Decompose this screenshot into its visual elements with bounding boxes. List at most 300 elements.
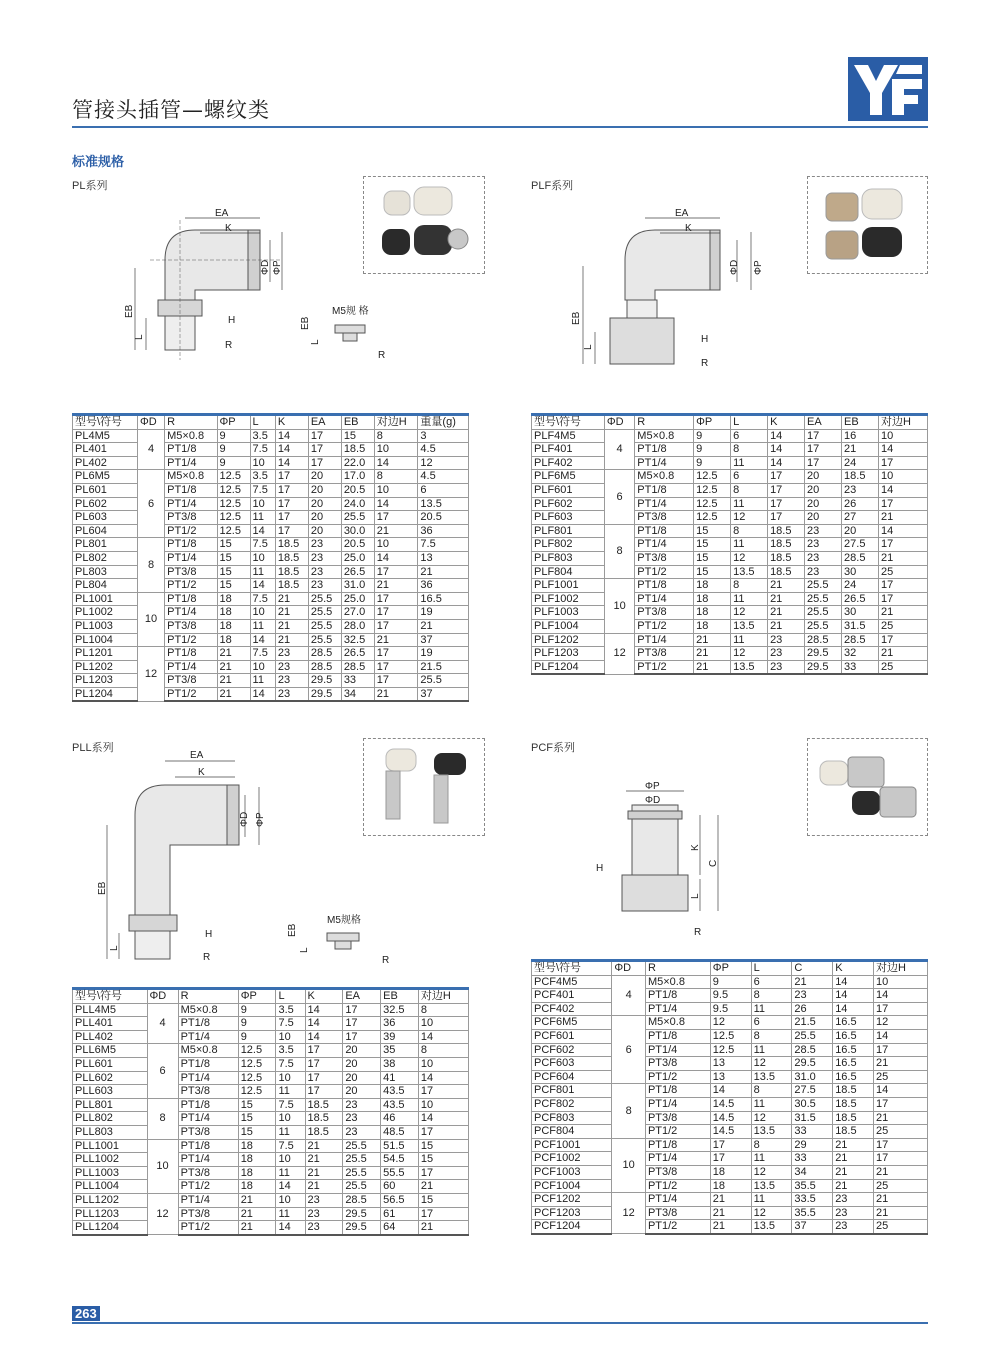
column-header: L bbox=[276, 989, 305, 1004]
table-cell: 15 bbox=[217, 565, 250, 579]
table-cell-model: PLL602 bbox=[73, 1071, 148, 1085]
table-cell: 11 bbox=[731, 456, 768, 470]
table-cell: 37 bbox=[418, 633, 469, 647]
table-cell: 13.5 bbox=[731, 660, 768, 674]
column-header: 对边H bbox=[873, 961, 927, 976]
table-cell: PT1/8 bbox=[645, 989, 710, 1003]
table-cell: 9 bbox=[694, 456, 731, 470]
table-cell: 10 bbox=[418, 1057, 468, 1071]
pll-m5-r-label: R bbox=[382, 955, 390, 966]
table-cell: PT3/8 bbox=[645, 1057, 710, 1071]
table-cell-model: PCF804 bbox=[532, 1125, 612, 1139]
table-cell: 12.5 bbox=[694, 497, 731, 511]
table-cell: 15 bbox=[418, 1153, 468, 1167]
table-cell: PT1/4 bbox=[165, 456, 217, 470]
table-cell: 10 bbox=[879, 429, 928, 443]
table-cell-model: PLF802 bbox=[532, 538, 605, 552]
table-cell: PT1/8 bbox=[165, 483, 217, 497]
table-row bbox=[532, 1084, 928, 1098]
table-cell: 33.5 bbox=[792, 1193, 833, 1207]
table-cell-model: PL1204 bbox=[73, 687, 138, 701]
table-row bbox=[73, 687, 469, 701]
pl-product-photo bbox=[363, 176, 485, 274]
column-header: ΦP bbox=[710, 961, 751, 976]
table-cell: 21 bbox=[879, 551, 928, 565]
table-cell: 14 bbox=[305, 1030, 343, 1044]
table-row bbox=[532, 1057, 928, 1071]
table-cell: 27 bbox=[842, 511, 879, 525]
column-header: R bbox=[178, 989, 238, 1004]
table-cell: 12.5 bbox=[238, 1085, 276, 1099]
table-cell-model: PL804 bbox=[73, 579, 138, 593]
table-cell: 23 bbox=[768, 647, 805, 661]
table-cell: PT1/2 bbox=[635, 660, 694, 674]
table-cell: 15 bbox=[694, 565, 731, 579]
table-cell-model: PCF603 bbox=[532, 1057, 612, 1071]
table-cell: 18.5 bbox=[768, 538, 805, 552]
table-row bbox=[532, 1070, 928, 1084]
table-cell: 11 bbox=[731, 633, 768, 647]
table-cell: 16.5 bbox=[418, 592, 469, 606]
table-cell: 14 bbox=[305, 1003, 343, 1017]
table-row bbox=[73, 1071, 469, 1085]
table-cell: 6 bbox=[731, 429, 768, 443]
table-cell: 9.5 bbox=[710, 1002, 751, 1016]
table-cell: 18 bbox=[694, 579, 731, 593]
table-cell: PT1/2 bbox=[645, 1070, 710, 1084]
table-cell: M5×0.8 bbox=[635, 429, 694, 443]
table-cell: 23 bbox=[805, 565, 842, 579]
table-cell: 14 bbox=[418, 1071, 468, 1085]
table-cell-model: PLF803 bbox=[532, 551, 605, 565]
table-cell: PT1/4 bbox=[178, 1112, 238, 1126]
table-cell: 21 bbox=[305, 1180, 343, 1194]
table-cell: 18.5 bbox=[833, 1097, 874, 1111]
table-cell: 61 bbox=[381, 1207, 419, 1221]
table-cell: 25.5 bbox=[341, 511, 374, 525]
table-row bbox=[73, 674, 469, 688]
brand-logo bbox=[848, 57, 928, 121]
table-cell: 23 bbox=[343, 1112, 381, 1126]
table-cell: 27.0 bbox=[341, 606, 374, 620]
table-cell: 29.5 bbox=[343, 1207, 381, 1221]
table-row bbox=[532, 524, 928, 538]
table-cell-model: PLL801 bbox=[73, 1098, 148, 1112]
table-cell: 9 bbox=[238, 1030, 276, 1044]
table-cell-model: PLF602 bbox=[532, 497, 605, 511]
table-cell-model: PL1002 bbox=[73, 606, 138, 620]
table-cell: 14 bbox=[873, 989, 927, 1003]
table-cell: 7.5 bbox=[418, 538, 469, 552]
table-cell: 12 bbox=[873, 1016, 927, 1030]
table-cell: 17 bbox=[418, 1085, 468, 1099]
table-cell: 14 bbox=[250, 579, 275, 593]
table-cell: 13.5 bbox=[751, 1179, 792, 1193]
table-cell: 14 bbox=[879, 524, 928, 538]
pll-dimension-drawing bbox=[95, 745, 405, 974]
table-cell: PT1/4 bbox=[178, 1030, 238, 1044]
pll-product-photo bbox=[363, 738, 485, 836]
table-cell: 20 bbox=[308, 470, 341, 484]
table-cell: 19 bbox=[418, 606, 469, 620]
table-cell-model: PCF801 bbox=[532, 1084, 612, 1098]
table-cell-diameter: 10 bbox=[137, 592, 164, 646]
table-cell: 30.0 bbox=[341, 524, 374, 538]
table-row bbox=[73, 1044, 469, 1058]
table-cell: 12.5 bbox=[694, 483, 731, 497]
table-cell: 24 bbox=[842, 456, 879, 470]
table-cell: 10 bbox=[250, 456, 275, 470]
table-cell: 11 bbox=[751, 1002, 792, 1016]
column-header: C bbox=[792, 961, 833, 976]
table-cell: 48.5 bbox=[381, 1125, 419, 1139]
table-cell: 31.0 bbox=[792, 1070, 833, 1084]
table-cell: 15 bbox=[238, 1125, 276, 1139]
table-cell: 21 bbox=[374, 633, 418, 647]
table-cell: PT3/8 bbox=[165, 565, 217, 579]
table-cell-model: PLF1202 bbox=[532, 633, 605, 647]
table-cell: 26.5 bbox=[341, 647, 374, 661]
table-cell: 17 bbox=[879, 538, 928, 552]
table-row bbox=[73, 1221, 469, 1235]
table-cell: 14 bbox=[710, 1084, 751, 1098]
table-cell-model: PLF1001 bbox=[532, 579, 605, 593]
table-cell: PT3/8 bbox=[645, 1165, 710, 1179]
table-cell: 36 bbox=[381, 1017, 419, 1031]
column-header: 对边H bbox=[418, 989, 468, 1004]
table-cell: 41 bbox=[381, 1071, 419, 1085]
table-row bbox=[532, 975, 928, 989]
table-cell: PT1/2 bbox=[645, 1179, 710, 1193]
pl-dimension-drawing bbox=[120, 200, 390, 374]
table-cell: 23 bbox=[305, 1193, 343, 1207]
table-cell: 21 bbox=[710, 1193, 751, 1207]
table-cell: 21 bbox=[833, 1138, 874, 1152]
table-cell: 14 bbox=[873, 1084, 927, 1098]
table-cell: 21 bbox=[694, 647, 731, 661]
column-header: EA bbox=[308, 415, 341, 430]
table-cell: 17 bbox=[873, 1002, 927, 1016]
table-cell-model: PLF401 bbox=[532, 443, 605, 457]
table-cell: 21 bbox=[873, 1206, 927, 1220]
table-cell: 12 bbox=[418, 456, 469, 470]
table-row bbox=[532, 1179, 928, 1193]
table-cell: 10 bbox=[418, 1017, 468, 1031]
plf-k-label: K bbox=[685, 223, 692, 234]
table-cell: 21 bbox=[792, 975, 833, 989]
table-cell: 16.5 bbox=[833, 1043, 874, 1057]
table-cell-model: PLF402 bbox=[532, 456, 605, 470]
table-cell: 18.5 bbox=[833, 1111, 874, 1125]
table-row bbox=[73, 429, 469, 443]
pll-m5-l-label: L bbox=[299, 947, 310, 953]
table-cell: 17 bbox=[374, 674, 418, 688]
table-cell-model: PL603 bbox=[73, 511, 138, 525]
pcf-spec-table bbox=[531, 959, 928, 1235]
table-cell-diameter: 4 bbox=[612, 975, 646, 1016]
table-cell: 21 bbox=[768, 592, 805, 606]
table-cell: 21 bbox=[275, 592, 308, 606]
column-header: ΦP bbox=[238, 989, 276, 1004]
table-cell-model: PLL802 bbox=[73, 1112, 148, 1126]
table-cell: PT3/8 bbox=[645, 1111, 710, 1125]
page-title: 管接头插管—螺纹类 bbox=[72, 98, 270, 122]
table-cell: M5×0.8 bbox=[645, 975, 710, 989]
table-cell: 25.5 bbox=[792, 1029, 833, 1043]
table-cell: 33 bbox=[792, 1152, 833, 1166]
table-cell: PT3/8 bbox=[645, 1206, 710, 1220]
pll-m5-label: M5规格 bbox=[327, 915, 361, 926]
table-cell: 25.5 bbox=[308, 619, 341, 633]
table-cell-diameter: 12 bbox=[147, 1193, 178, 1234]
table-cell: PT1/4 bbox=[635, 497, 694, 511]
table-cell: 25 bbox=[873, 1179, 927, 1193]
table-cell: 20.5 bbox=[341, 483, 374, 497]
table-cell: 14 bbox=[275, 429, 308, 443]
pl-p-label: ΦP bbox=[272, 260, 283, 275]
table-cell: 23 bbox=[833, 1206, 874, 1220]
table-cell: 32.5 bbox=[341, 633, 374, 647]
table-cell: 21 bbox=[879, 647, 928, 661]
table-cell: 18 bbox=[694, 606, 731, 620]
table-cell-model: PL1201 bbox=[73, 647, 138, 661]
table-cell: 17 bbox=[768, 497, 805, 511]
table-cell-diameter: 8 bbox=[604, 524, 634, 578]
table-cell-model: PL602 bbox=[73, 497, 138, 511]
table-cell: 11 bbox=[751, 1193, 792, 1207]
table-cell-model: PLL6M5 bbox=[73, 1044, 148, 1058]
table-row bbox=[532, 443, 928, 457]
table-cell: 11 bbox=[276, 1166, 305, 1180]
table-cell: PT1/4 bbox=[178, 1193, 238, 1207]
table-cell: 8 bbox=[374, 429, 418, 443]
table-cell: 14 bbox=[768, 429, 805, 443]
table-cell: 17 bbox=[374, 606, 418, 620]
table-row bbox=[73, 1112, 469, 1126]
table-cell: 25 bbox=[879, 619, 928, 633]
table-cell: 31.5 bbox=[792, 1111, 833, 1125]
column-header: ΦD bbox=[612, 961, 646, 976]
table-cell-diameter: 6 bbox=[137, 470, 164, 538]
table-cell: PT1/8 bbox=[165, 443, 217, 457]
table-cell: 18 bbox=[217, 633, 250, 647]
table-cell: 10 bbox=[276, 1071, 305, 1085]
table-cell: 46 bbox=[381, 1112, 419, 1126]
table-cell: 10 bbox=[250, 660, 275, 674]
pcf-product-photo bbox=[807, 738, 928, 836]
table-cell-diameter: 8 bbox=[612, 1084, 646, 1138]
table-cell: 36 bbox=[418, 524, 469, 538]
table-cell-model: PCF601 bbox=[532, 1029, 612, 1043]
table-cell: 35 bbox=[381, 1044, 419, 1058]
table-row bbox=[532, 1002, 928, 1016]
table-cell: 17 bbox=[308, 456, 341, 470]
table-cell: 14 bbox=[250, 633, 275, 647]
table-cell: 3.5 bbox=[276, 1044, 305, 1058]
table-cell: 14 bbox=[275, 443, 308, 457]
table-cell: 14 bbox=[768, 443, 805, 457]
table-cell: 28.5 bbox=[842, 633, 879, 647]
table-cell-model: PLF4M5 bbox=[532, 429, 605, 443]
table-cell: 11 bbox=[250, 674, 275, 688]
pll-d-label: ΦD bbox=[239, 811, 250, 827]
table-row bbox=[532, 1220, 928, 1234]
table-cell: 17 bbox=[305, 1071, 343, 1085]
table-cell: 13.5 bbox=[418, 497, 469, 511]
table-cell: 17 bbox=[879, 497, 928, 511]
table-row bbox=[532, 1138, 928, 1152]
table-cell: 32 bbox=[842, 647, 879, 661]
table-cell-model: PL604 bbox=[73, 524, 138, 538]
table-row bbox=[73, 1193, 469, 1207]
table-cell: 25 bbox=[873, 1125, 927, 1139]
table-cell: 17 bbox=[308, 429, 341, 443]
table-cell: 18.5 bbox=[275, 551, 308, 565]
table-cell: 15 bbox=[694, 524, 731, 538]
column-header: L bbox=[731, 415, 768, 430]
table-cell: 21 bbox=[374, 579, 418, 593]
table-cell: 30.5 bbox=[792, 1097, 833, 1111]
table-row bbox=[73, 470, 469, 484]
table-cell-model: PL803 bbox=[73, 565, 138, 579]
table-cell-diameter: 12 bbox=[612, 1193, 646, 1234]
table-cell: PT1/4 bbox=[165, 606, 217, 620]
table-cell: 17 bbox=[768, 470, 805, 484]
table-cell-model: PLF1004 bbox=[532, 619, 605, 633]
table-cell: 20 bbox=[343, 1085, 381, 1099]
table-row bbox=[73, 1030, 469, 1044]
table-row bbox=[532, 1206, 928, 1220]
plf-h-label: H bbox=[701, 334, 709, 345]
table-cell: 17 bbox=[873, 1097, 927, 1111]
table-cell: 18.5 bbox=[768, 524, 805, 538]
table-cell: 10 bbox=[276, 1112, 305, 1126]
table-cell: 17 bbox=[374, 511, 418, 525]
table-row bbox=[73, 1207, 469, 1221]
column-header: R bbox=[645, 961, 710, 976]
table-cell: 31.0 bbox=[341, 579, 374, 593]
table-cell: PT3/8 bbox=[165, 674, 217, 688]
table-cell: 4.5 bbox=[418, 443, 469, 457]
table-cell: 27.5 bbox=[792, 1084, 833, 1098]
table-cell-model: PCF802 bbox=[532, 1097, 612, 1111]
table-cell-model: PL1004 bbox=[73, 633, 138, 647]
table-cell: PT1/4 bbox=[178, 1071, 238, 1085]
table-cell: 18 bbox=[694, 619, 731, 633]
table-cell: 14.5 bbox=[710, 1097, 751, 1111]
pl-k-label: K bbox=[225, 223, 232, 234]
table-cell-model: PCF1004 bbox=[532, 1179, 612, 1193]
table-cell: 14 bbox=[250, 524, 275, 538]
table-cell: 23 bbox=[768, 660, 805, 674]
table-cell: PT3/8 bbox=[165, 511, 217, 525]
table-cell: 3.5 bbox=[250, 470, 275, 484]
table-cell-diameter: 10 bbox=[147, 1139, 178, 1193]
table-cell: PT1/2 bbox=[165, 524, 217, 538]
table-row bbox=[532, 538, 928, 552]
column-header: EB bbox=[842, 415, 879, 430]
table-cell: 32.5 bbox=[381, 1003, 419, 1017]
table-cell: 26 bbox=[842, 497, 879, 511]
table-cell: 4.5 bbox=[418, 470, 469, 484]
pcf-series-label: PCF系列 bbox=[531, 742, 575, 754]
table-row bbox=[73, 1153, 469, 1167]
table-cell-model: PCF1203 bbox=[532, 1206, 612, 1220]
table-cell: 35.5 bbox=[792, 1206, 833, 1220]
table-cell: 17 bbox=[879, 633, 928, 647]
table-cell: 15 bbox=[418, 1139, 468, 1153]
table-cell: 11 bbox=[276, 1125, 305, 1139]
column-header: ΦD bbox=[604, 415, 634, 430]
table-cell-model: PL6M5 bbox=[73, 470, 138, 484]
table-cell: 15 bbox=[238, 1112, 276, 1126]
table-cell: 10 bbox=[276, 1193, 305, 1207]
table-cell: 28.5 bbox=[842, 551, 879, 565]
table-cell: 12 bbox=[731, 647, 768, 661]
table-cell: PT1/8 bbox=[178, 1098, 238, 1112]
table-row bbox=[73, 524, 469, 538]
table-row bbox=[532, 1097, 928, 1111]
table-cell: 25.5 bbox=[805, 579, 842, 593]
table-cell-model: PL601 bbox=[73, 483, 138, 497]
pl-r-label: R bbox=[225, 340, 233, 351]
table-cell: 17 bbox=[418, 1125, 468, 1139]
table-cell: PT1/8 bbox=[645, 1138, 710, 1152]
pl-h-label: H bbox=[228, 315, 236, 326]
table-cell: 17 bbox=[275, 470, 308, 484]
table-cell: 23 bbox=[308, 538, 341, 552]
table-cell-model: PL802 bbox=[73, 551, 138, 565]
table-cell: 21 bbox=[873, 1193, 927, 1207]
table-row bbox=[532, 579, 928, 593]
table-cell: 20 bbox=[343, 1071, 381, 1085]
table-cell: 11 bbox=[250, 511, 275, 525]
table-cell: 20 bbox=[308, 483, 341, 497]
table-cell: 3.5 bbox=[276, 1003, 305, 1017]
table-cell: PT1/2 bbox=[178, 1180, 238, 1194]
table-cell: 21 bbox=[694, 633, 731, 647]
column-header: ΦP bbox=[694, 415, 731, 430]
table-cell-model: PLL803 bbox=[73, 1125, 148, 1139]
table-cell: 17 bbox=[374, 592, 418, 606]
table-row bbox=[532, 456, 928, 470]
table-cell-model: PCF803 bbox=[532, 1111, 612, 1125]
table-cell: 17 bbox=[418, 1166, 468, 1180]
table-cell: 21 bbox=[768, 579, 805, 593]
table-cell: 9 bbox=[217, 429, 250, 443]
table-cell-model: PLL603 bbox=[73, 1085, 148, 1099]
table-cell: 51.5 bbox=[381, 1139, 419, 1153]
table-cell: 12.5 bbox=[694, 470, 731, 484]
table-cell-model: PCF1202 bbox=[532, 1193, 612, 1207]
table-cell-model: PLF603 bbox=[532, 511, 605, 525]
table-cell: 18.5 bbox=[275, 565, 308, 579]
table-cell: 7.5 bbox=[250, 538, 275, 552]
table-cell: 9 bbox=[217, 443, 250, 457]
plf-product-photo bbox=[807, 176, 928, 274]
table-cell: 10 bbox=[250, 551, 275, 565]
table-cell: 24 bbox=[842, 579, 879, 593]
table-cell: 29.5 bbox=[805, 660, 842, 674]
table-cell: 28.5 bbox=[308, 647, 341, 661]
table-cell: 15 bbox=[238, 1098, 276, 1112]
table-cell-model: PLL1002 bbox=[73, 1153, 148, 1167]
table-cell: 37 bbox=[792, 1220, 833, 1234]
table-row bbox=[532, 1043, 928, 1057]
table-cell: 23 bbox=[275, 687, 308, 701]
table-cell-model: PLL1202 bbox=[73, 1193, 148, 1207]
table-cell: 17.0 bbox=[341, 470, 374, 484]
